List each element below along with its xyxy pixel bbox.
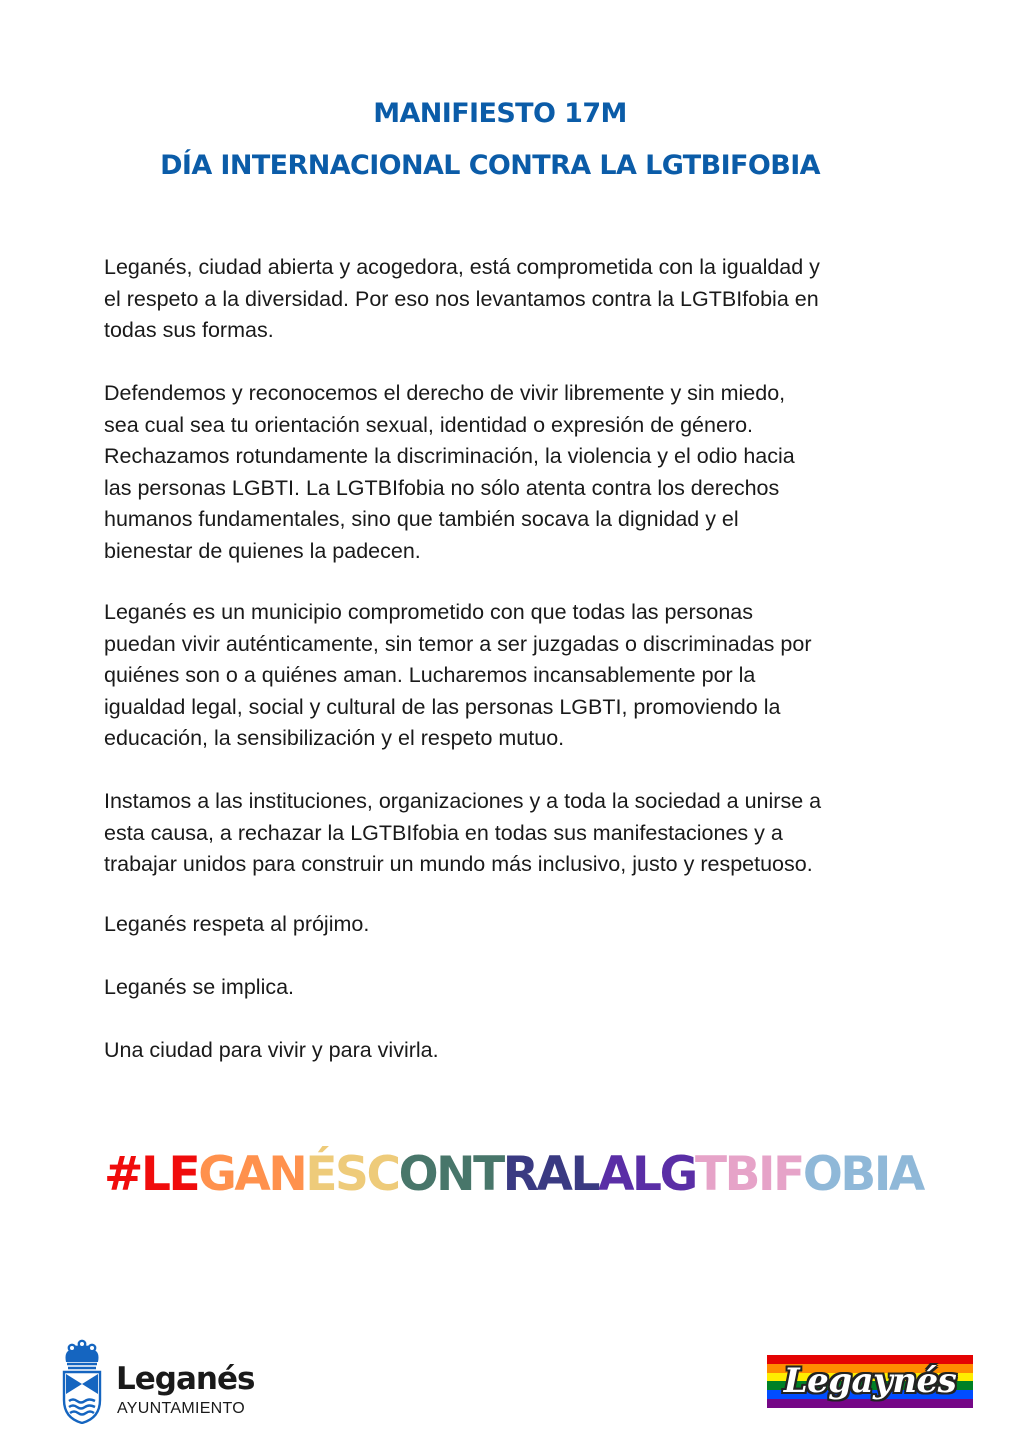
text-line: Leganés es un municipio comprometido con que todas las personas (104, 600, 753, 624)
legaynes-wordmark: Legaynés (783, 1361, 957, 1401)
text-line: Una ciudad para vivir y para vivirla. (104, 1038, 439, 1062)
text-line: igualdad legal, social y cultural de las personas LGBTI, promoviendo la (104, 694, 781, 719)
logo-name: Leganés (116, 1361, 255, 1397)
hashtag-segment: RAL (502, 1147, 599, 1202)
text-line: bienestar de quienes la padecen. (104, 538, 421, 563)
hashtag-segment: GAN (198, 1147, 306, 1202)
title-line-1: MANIFIESTO 17M (373, 98, 627, 129)
text-line: Leganés se implica. (104, 975, 295, 999)
text-line: el respeto a la diversidad. Por eso nos levantamos contra la LGTBIfobia en (104, 286, 819, 311)
title-line-2: DÍA INTERNACIONAL CONTRA LA LGTBIFOBIA (160, 150, 820, 181)
coat-of-arms-icon (60, 1338, 104, 1424)
hashtag-segment: OBIA (802, 1147, 923, 1202)
text-line: Defendemos y reconocemos el derecho de vivir libremente y sin miedo, (104, 381, 786, 405)
hashtag-segment: ALG (598, 1147, 695, 1202)
text-line: Leganés, ciudad abierta y acogedora, está comprometida con la igualdad y (104, 255, 820, 279)
hashtag-segment: #LE (104, 1147, 199, 1202)
hashtag-segment: ÉSC (305, 1147, 399, 1202)
text-line: Rechazamos rotundamente la discriminación, la violencia y el odio hacia (104, 444, 795, 468)
paragraph-commitment (104, 597, 944, 755)
paragraph-call-to-action (104, 786, 944, 881)
legaynes-logo (767, 1355, 973, 1408)
text-line: humanos fundamentales, sino que también socava la dignidad y el (104, 507, 739, 531)
text-line: quiénes son o a quiénes aman. Lucharemos incansablemente por la (104, 663, 756, 687)
paragraph-intro (104, 252, 944, 347)
hashtag-segment: ONT (398, 1147, 503, 1202)
text-line: Instamos a las instituciones, organizaciones y a toda la sociedad a unirse a (104, 789, 822, 813)
hashtag-segment: TBIF (694, 1147, 803, 1202)
slogan-ciudad (104, 1035, 944, 1067)
text-line: todas sus formas. (104, 318, 274, 342)
slogan-implica (104, 972, 944, 1004)
text-line: trabajar unidos para construir un mundo más inclusivo, justo y respetuoso. (104, 852, 813, 876)
text-line: educación, la sensibilización y el respeto mutuo. (104, 726, 565, 750)
ayuntamiento-leganes-logo (60, 1338, 260, 1424)
slogan-respeta (104, 909, 944, 941)
hashtag-banner (104, 1143, 923, 1207)
text-line: las personas LGBTI. La LGTBIfobia no sólo atenta contra los derechos (104, 475, 780, 500)
text-line: sea cual sea tu orientación sexual, identidad o expresión de género. (104, 412, 754, 437)
text-line: esta causa, a rechazar la LGTBIfobia en todas sus manifestaciones y a (104, 820, 783, 845)
text-line: Leganés respeta al prójimo. (104, 912, 370, 936)
text-line: puedan vivir auténticamente, sin temor a ser juzgadas o discriminadas por (104, 631, 812, 656)
paragraph-rights (104, 378, 944, 567)
logo-subtitle: AYUNTAMIENTO (117, 1400, 246, 1417)
